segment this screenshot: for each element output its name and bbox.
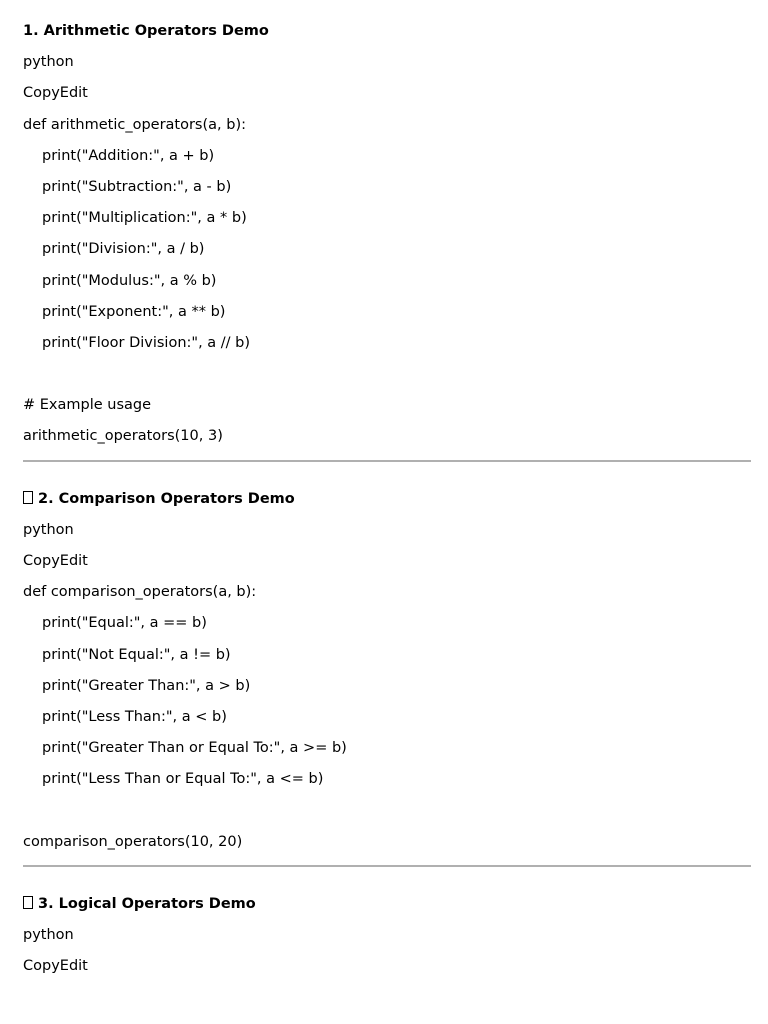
code-line: print("Floor Division:", a // b) [42, 334, 251, 351]
section-heading: 1. Arithmetic Operators Demo [23, 23, 269, 39]
code-line: print("Less Than:", a < b) [42, 708, 227, 725]
copy-edit-button[interactable]: CopyEdit [23, 958, 88, 975]
code-language-label: python [23, 927, 74, 944]
code-line: print("Multiplication:", a * b) [42, 210, 247, 227]
code-line: print("Less Than or Equal To:", a <= b) [42, 771, 324, 788]
code-line: comparison_operators(10, 20) [23, 833, 243, 850]
code-line: print("Exponent:", a ** b) [42, 303, 226, 320]
missing-glyph-icon [23, 896, 33, 909]
code-line: print("Greater Than or Equal To:", a >= b) [42, 740, 347, 757]
section-divider [23, 460, 751, 462]
code-line: print("Modulus:", a % b) [42, 272, 217, 289]
code-line: def arithmetic_operators(a, b): [23, 116, 246, 133]
section-heading: 3. Logical Operators Demo [38, 895, 256, 912]
code-comment: # Example usage [23, 397, 152, 414]
blank-line [23, 359, 751, 390]
blank-line [23, 796, 751, 827]
copy-edit-button[interactable]: CopyEdit [23, 85, 88, 102]
section-heading-row [23, 484, 751, 515]
section-divider [23, 865, 751, 867]
section-heading: 2. Comparison Operators Demo [38, 490, 295, 507]
code-language-label: python [23, 521, 74, 538]
code-line: print("Not Equal:", a != b) [42, 646, 231, 663]
code-line: print("Addition:", a + b) [42, 147, 215, 164]
code-line: print("Division:", a / b) [42, 241, 205, 258]
code-language-label: python [23, 54, 74, 71]
code-line: print("Subtraction:", a - b) [42, 178, 232, 195]
code-line: print("Greater Than:", a > b) [42, 677, 251, 694]
section-heading-row [23, 889, 751, 920]
missing-glyph-icon [23, 491, 33, 504]
code-line: print("Equal:", a == b) [42, 615, 207, 632]
code-line: arithmetic_operators(10, 3) [23, 428, 223, 445]
document [23, 16, 751, 982]
copy-edit-button[interactable]: CopyEdit [23, 553, 88, 569]
code-line: def comparison_operators(a, b): [23, 584, 257, 601]
